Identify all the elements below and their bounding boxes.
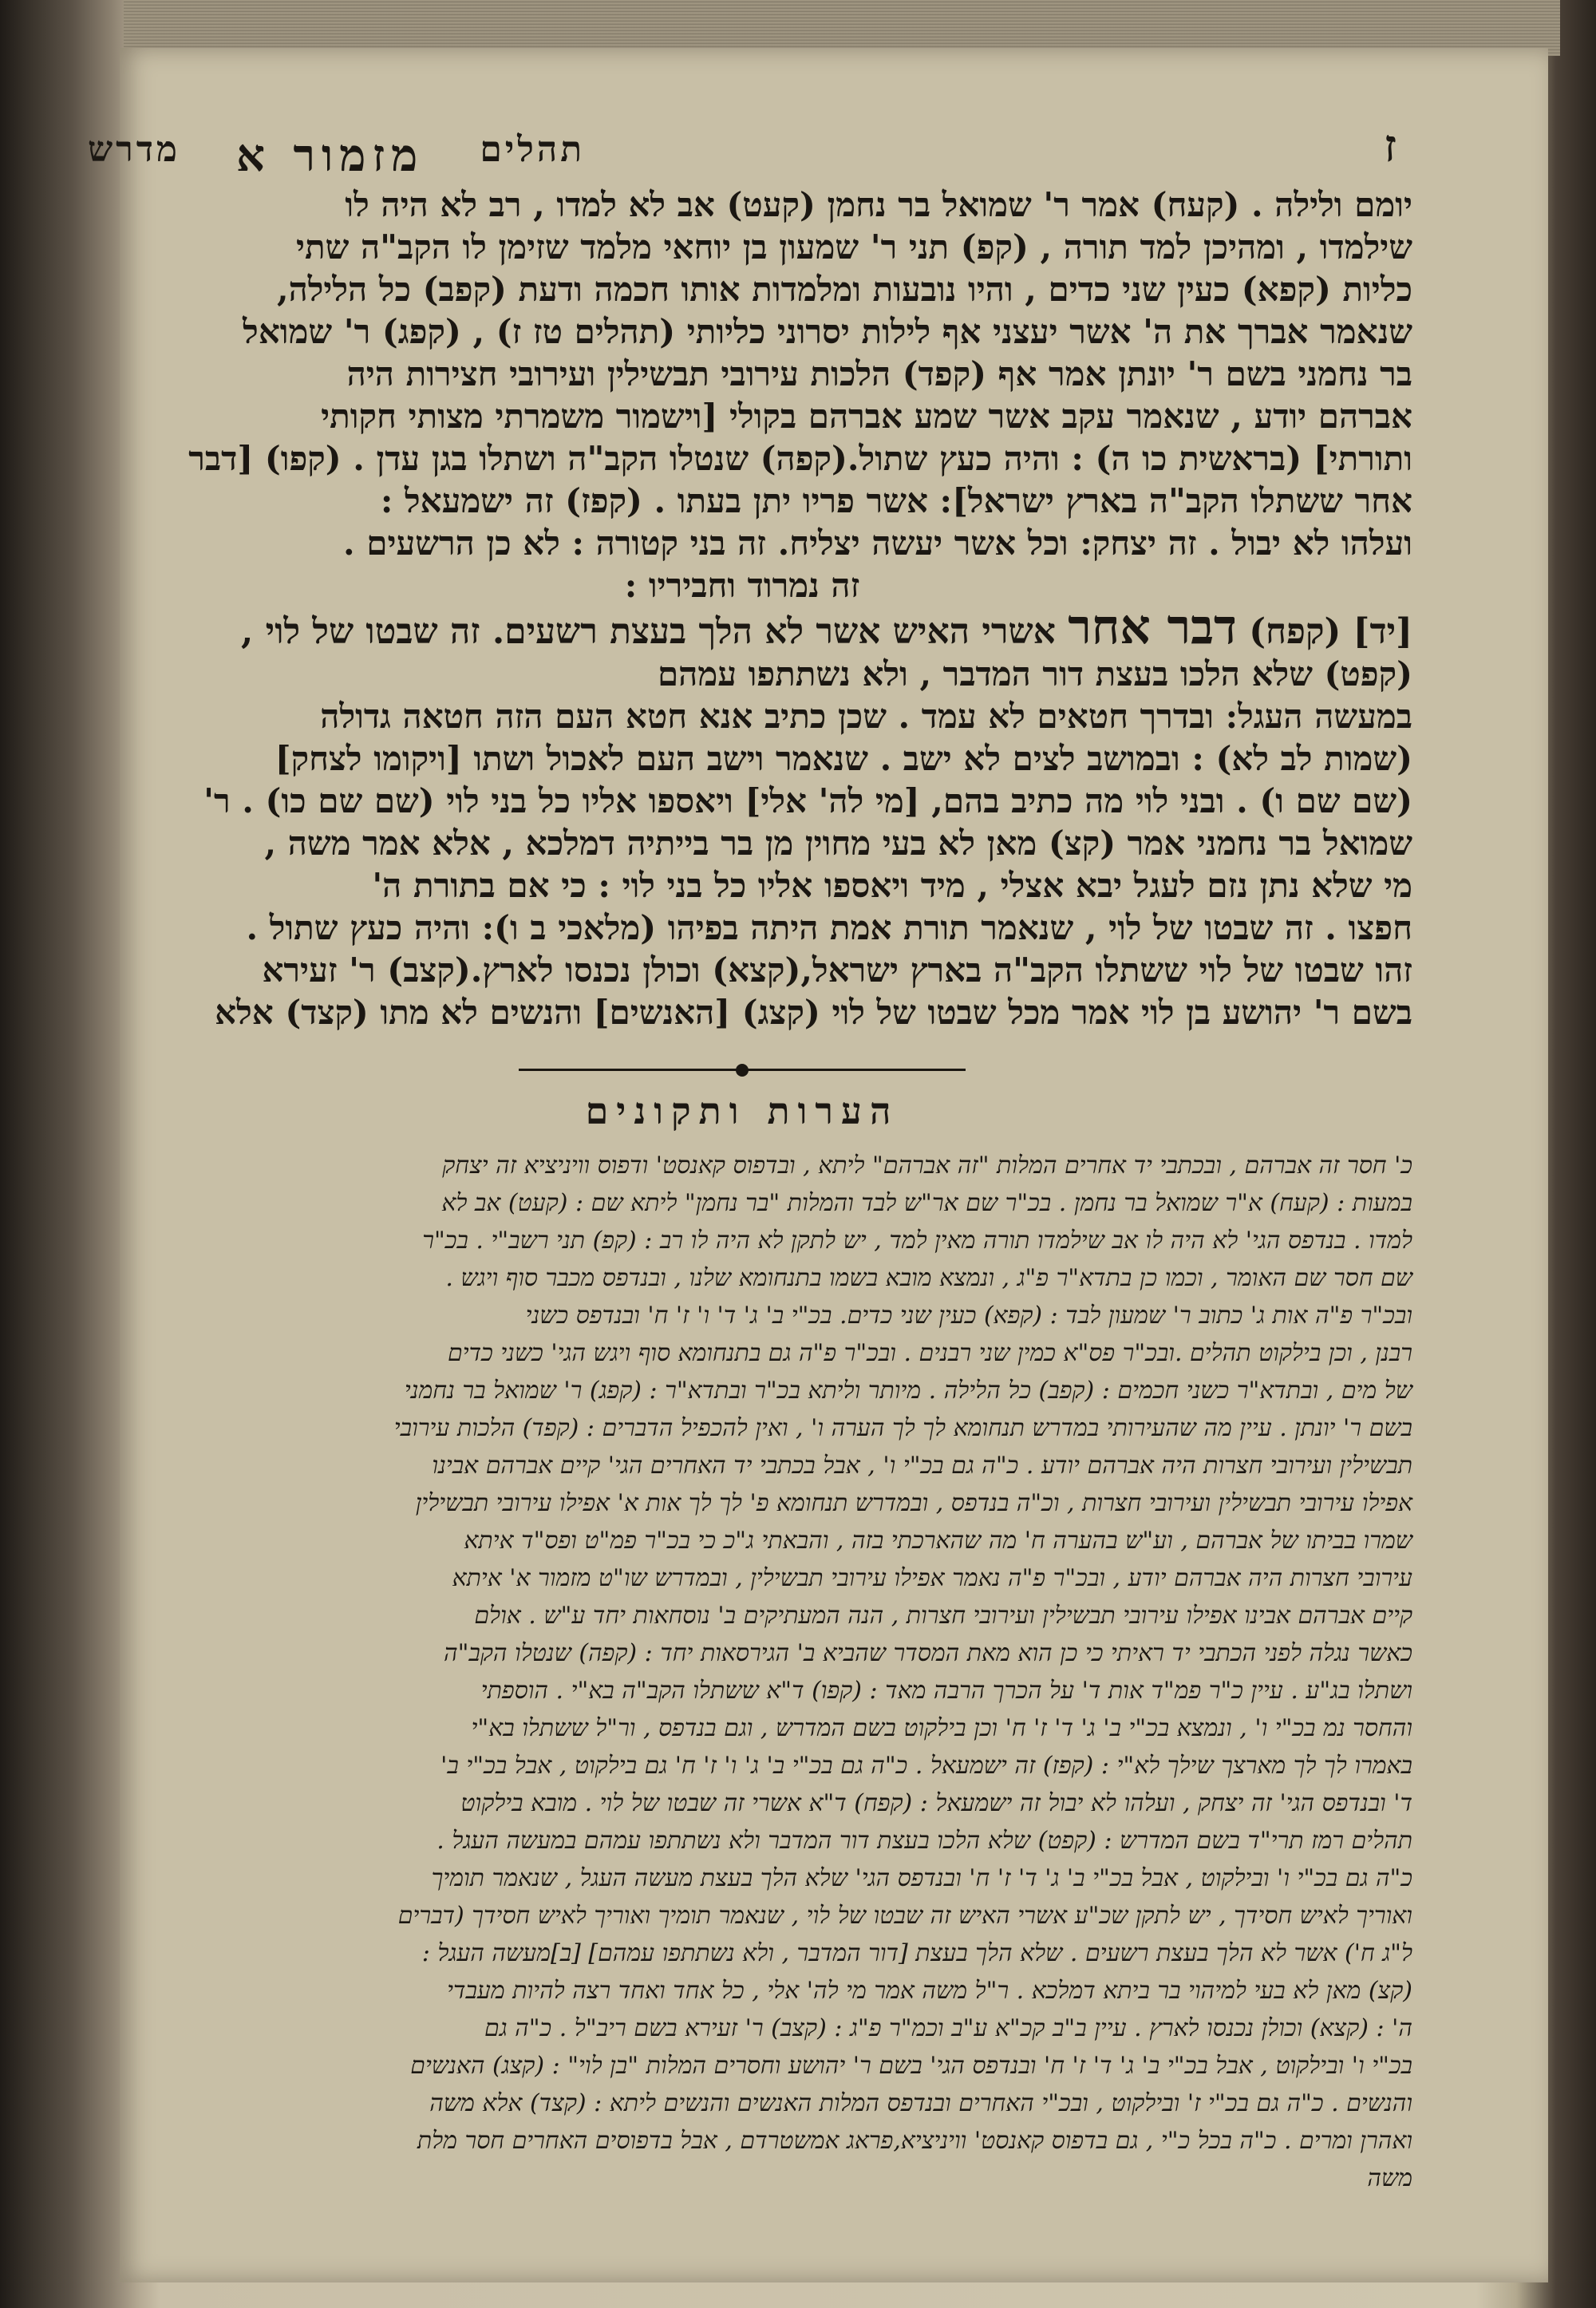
main-line: ותורתי] (בראשית כו ה) : והיה כעץ שתול.(קפה) שנטלו הקב"ה ושתלו בגן עדן . (קפו) [דבר <box>188 439 1412 478</box>
note-line: אפילו עירובי תבשילין ועירובי חצרות , וכ"ה בנדפס , ובמדרש תנחומא פ' לך לך אות א' אפילו עירובי תבשילין <box>415 1489 1412 1517</box>
section-line: (שם שם ו) . ובני לוי מה כתיב בהם, [מי לה' אלי] ויאספו אליו כל בני לוי (שם שם כו) . ר' <box>203 781 1412 820</box>
note-line: עירובי חצרות היה אברהם יודע , ובכ"ר פ"ה נאמר אפילו עירובי תבשילין , ובמדרש שו"ט מזמור א' איתא <box>452 1564 1412 1592</box>
note-line: ובכ"ר פ"ה אות ג' כתוב ר' שמעון לבד : (קפא) כעין שני כדים. בכ"י ב' ג' ד' ו' ז' ח' ובנדפס כשני <box>525 1302 1412 1330</box>
section-line: (שמות לב לא) : ובמושב לצים לא ישב . שנאמר וישב העם לאכול ושתו [ויקומו לצחק] <box>275 739 1412 778</box>
note-line: תהלים רמז תרי"ד בשם המדרש : (קפט) שלא הלכו בעצת דור המדבר ולא נשתתפו עמהם במעשה העגל . <box>437 1827 1412 1855</box>
main-line: אחר ששתלו הקב"ה בארץ ישראל]: אשר פריו יתן בעתו . (קפז) זה ישמעאל : <box>380 481 1412 520</box>
note-line: כאשר נגלה לפני הכתבי יד ראיתי כי כן הוא מאת המסדר שהביא ב' הגירסאות יחד : (קפה) שנטלו הקב"ה <box>444 1639 1412 1667</box>
section-line: בשם ר' יהושע בן לוי אמר מכל שבטו של לוי (קצג) [האנשים] והנשים לא מתו (קצד) אלא <box>215 993 1412 1032</box>
note-line: כ' חסר זה אברהם , ובכתבי יד אחרים המלות "זה אברהם" ליתא , ובדפוס קאנסט' ודפוס וויניציא זה יצחק <box>442 1152 1412 1180</box>
header-center: מזמור א <box>236 129 425 182</box>
page-number: ז <box>1384 120 1396 172</box>
section-marker: [יד] (קפח) <box>1249 611 1412 652</box>
note-line: קיים אברהם אבינו אפילו עירובי תבשילין ועירובי חצרות , הנה המעתיקים ב' נוסחאות יחד ע"ש . אולם <box>474 1602 1412 1630</box>
section-line: במעשה העגל: ובדרך חטאים לא עמד . שכן כתיב אנא חטא העם הזה חטאה גדולה <box>320 697 1412 736</box>
note-line: (קצ) מאן לא בעי למיהוי בר ביתא דמלכא . ר"ל משה אמר מי לה' אלי , כל אחד ואחד רצה להיות מעבדי <box>447 1977 1412 2005</box>
note-line: במעות : (קעח) א"ר שמואל בר נחמן . בכ"ר שם אר"ש לבד והמלות "בר נחמן" ליתא שם : (קעט) אב לא <box>441 1189 1412 1217</box>
note-line: רבנן , וכן בילקוט תהלים .ובכ"ר פס"א כמין שני רבנים . ובכ"ר פ"ה גם בתנחומא סוף ויגש הגי' כשני כדים <box>448 1339 1412 1367</box>
note-line: כ"ה גם בכ"י ו' ובילקוט , אבל בכ"י ב' ג' ד' ז' ח' ובנדפס הגי' שלא הלך בעצת מעשה העגל , שנאמר תומיך <box>431 1864 1412 1892</box>
note-line: ושתלו בג"ע . עיין כ"ר פמ"ד אות ד' על הכרך הרבה מאד : (קפו) ד"א ששתלו הקב"ה בא"י . הוספתי <box>480 1677 1412 1705</box>
main-line: אברהם יודע , שנאמר עקב אשר שמע אברהם בקולי [וישמור משמרתי מצותי חקותי <box>321 397 1412 436</box>
note-line: למדו . בנדפס הגי' לא היה לו אב שילמדו תורה מאין למד , יש לתקן לא היה לו רב : (קפ) תני רשב"י . בכ"ר <box>422 1227 1412 1255</box>
main-line: כליות (קפא) כעין שני כדים , והיו נובעות ומלמדות אותו חכמה ודעת (קפב) כל הלילה, <box>276 270 1412 309</box>
note-line: ד' ובנדפס הגי' זה יצחק , ועלהו לא יבול זה ישמעאל : (קפח) ד"א אשרי זה שבטו של לוי . מובא בילקוט <box>460 1789 1412 1817</box>
note-line: באמרו לך לך מארצך שילך לא"י : (קפז) זה ישמעאל . כ"ה גם בכ"י ב' ג' ו' ז' ח' גם בילקוט , אבל בכ"י ב' <box>440 1752 1412 1780</box>
note-line: ואהרן ומרים . כ"ה בכל כ"י , גם בדפוס קאנסט' וויניציא,פראג אמשטרדם , אבל בדפוסים האחרים חסר מלת <box>417 2127 1412 2155</box>
note-line: ואוריך לאיש חסידך , יש לתקן שכ"ע אשרי האיש זה שבטו של לוי , שנאמר תומיך ואוריך לאיש חסידך (דברים <box>397 1902 1412 1930</box>
main-text <box>72 184 1412 1033</box>
section-line: חפצו . זה שבטו של לוי , שנאמר תורת אמת היתה בפיהו (מלאכי ב ו): והיה כעץ שתול . <box>246 908 1412 947</box>
notes-block <box>72 1147 1412 2197</box>
note-line: משה <box>1367 2164 1412 2192</box>
note-line: ל"ג ח') אשר לא הלך בעצת רשעים . שלא הלך בעצת [דור המדבר , ולא נשתתפו עמהם] [ב]מעשה העגל : <box>421 1939 1412 1967</box>
note-line: והנשים . כ"ה גם בכ"י ז' ובילקוט , ובכ"י האחרים ובנדפס המלות האנשים והנשים ליתא : (קצד) אלא משה <box>429 2089 1412 2117</box>
section-line: (קפט) שלא הלכו בעצת דור המדבר , ולא נשתתפו עמהם <box>657 654 1412 694</box>
header-right: תהלים <box>480 129 586 170</box>
note-line: שם חסר שם האומר , וכמו כן בתדא"ר פ"ג , ונמצא מובא בשמו בתנחומא שלנו , ובנדפס מכבר סוף ויגש . <box>445 1264 1412 1292</box>
main-line: יומם ולילה . (קעח) אמר ר' שמואל בר נחמן (קעט) אב לא למדו , רב לא היה לו <box>345 185 1412 224</box>
section-line: שמואל בר נחמני אמר (קצ) מאן לא בעי מחוין מן בר בייתיה דמלכא , אלא אמר משה , <box>264 824 1412 863</box>
note-line: ה' : (קצא) וכולן נכנסו לארץ . עיין ב"ב קכ"א ע"ב וכמ"ר פ"ג : (קצב) ר' זעירא בשם ריב"ל . כ"ה גם <box>484 2014 1412 2042</box>
section-first-line <box>72 599 1412 655</box>
header-left: מדרש <box>88 129 181 170</box>
running-header <box>72 120 1412 184</box>
section-line: זהו שבטו של לוי ששתלו הקב"ה בארץ ישראל,(קצא) וכולן נכנסו לארץ.(קצב) ר' זעירא <box>262 950 1412 990</box>
note-line: תבשילין ועירובי חצרות היה אברהם יודע . כ"ה גם בכ"י ו' , אבל בכתבי יד האחרים הגי' קיים אברהם אבינו <box>432 1452 1412 1480</box>
main-line: ועלהו לא יבול . זה יצחק: וכל אשר יעשה יצליח. זה בני קטורה : לא כן הרשעים . <box>343 524 1412 563</box>
note-line: והחסר נמ בכ"י ו' , ונמצא בכ"י ב' ג' ד' ז' ח' וכן בילקוט בשם המדרש , וגם בנדפס , ור"ל ששתלו בא"י <box>471 1714 1412 1742</box>
note-line: שמרו בביתו של אברהם , וע"ש בהערה ח' מה שהארכתי בזה , והבאתי ג"כ כי בכ"ר פמ"ט ופס"ד איתא <box>464 1527 1412 1555</box>
section-divider <box>519 1062 966 1077</box>
header-titles <box>88 129 585 182</box>
section-line: מי שלא נתן נזם לעגל יבא אצלי , מיד ויאספו אליו כל בני לוי : כי אם בתורת ה' <box>372 866 1412 905</box>
note-line: בכ"י ו' ובילקוט , אבל בכ"י ב' ג' ד' ז' ח' ובנדפס הגי' בשם ר' יהושע וחסרים המלות "בן לוי" : (קצג) האנשים <box>410 2052 1412 2080</box>
main-line: בר נחמני בשם ר' יונתן אמר אף (קפד) הלכות עירובי תבשילין ועירובי חצירות היה <box>346 354 1412 393</box>
note-line: בשם ר' יונתן . עיין מה שהעירותי במדרש תנחומא לך לך הערה ו' , ואין להכפיל הדברים : (קפד) הלכות עירובי <box>393 1414 1412 1442</box>
center-line: זה נמרוד וחביריו : <box>624 566 860 605</box>
section-lead: דבר אחר <box>1068 599 1237 655</box>
page-content <box>72 120 1412 2197</box>
notes-title: הערות ותקונים <box>585 1089 899 1132</box>
main-line: שנאמר אברך את ה' אשר יעצני אף לילות יסרוני כליותי (תהלים טז ז) , (קפג) ר' שמואל <box>243 312 1412 351</box>
section-first-text: אשרי האיש אשר לא הלך בעצת רשעים. זה שבטו של לוי , <box>241 611 1056 652</box>
main-line: שילמדו , ומהיכן למד תורה , (קפ) תני ר' שמעון בן יוחאי מלמד שזימן לו הקב"ה שתי <box>296 227 1412 267</box>
note-line: של מים , ובתדא"ר כשני חכמים : (קפב) כל הלילה . מיותר וליתא בכ"ר ובתדא"ר : (קפג) ר' שמואל בר נחמני <box>404 1377 1412 1405</box>
